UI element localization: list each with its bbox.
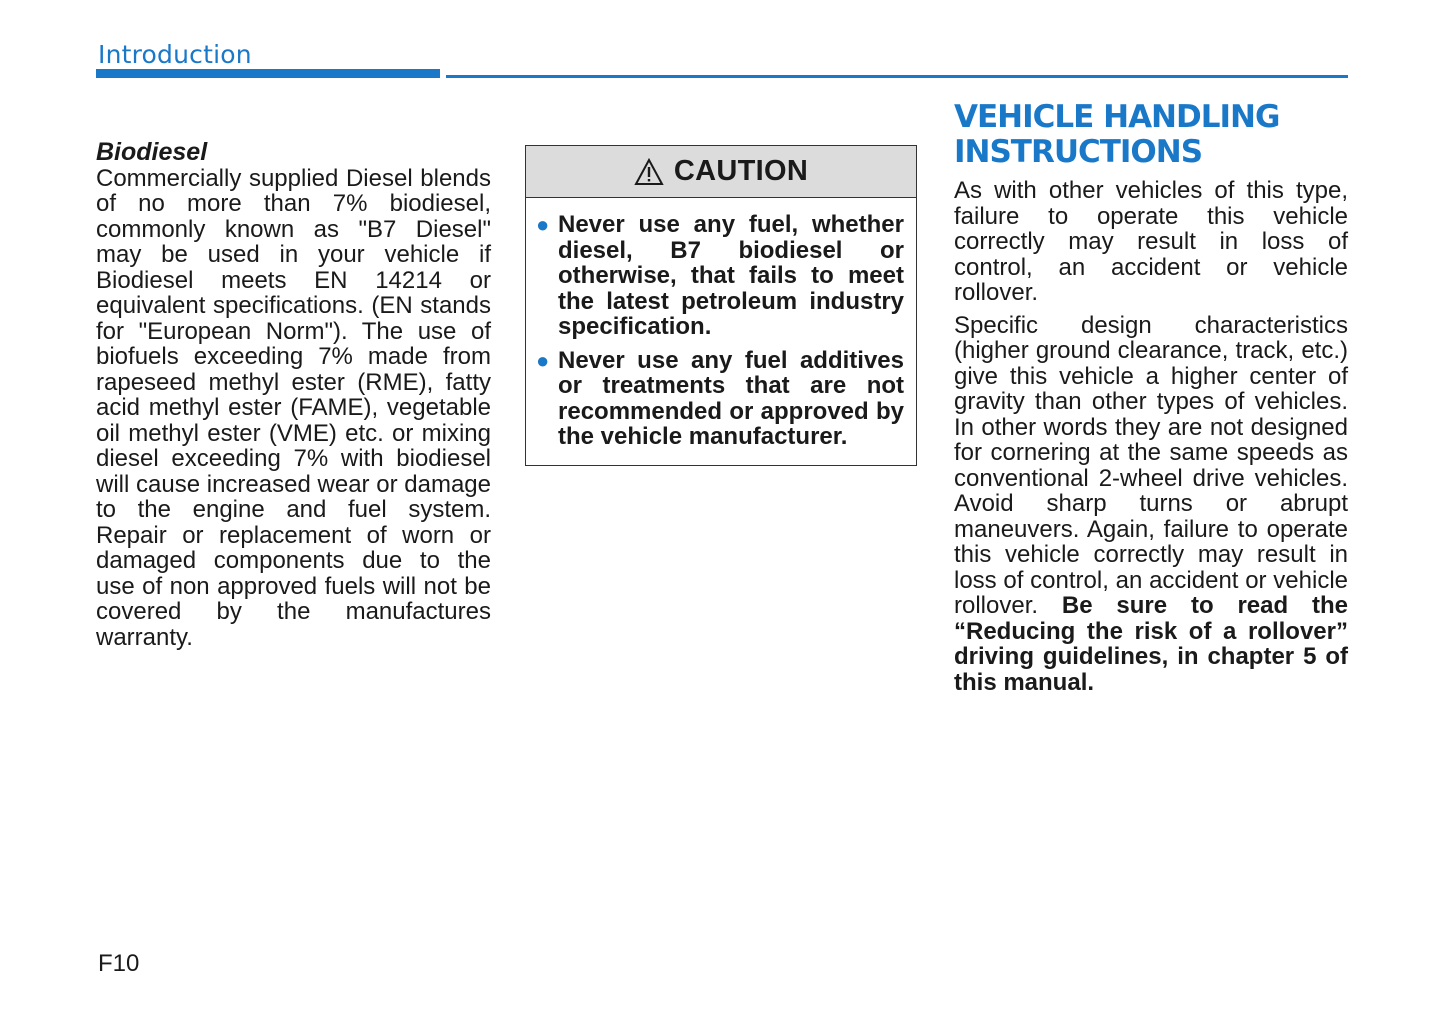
warning-triangle-icon (634, 158, 664, 186)
right-column (954, 100, 1348, 702)
caution-box (525, 145, 917, 466)
section-title-line2: INSTRUCTIONS (954, 134, 1203, 170)
caution-item-text: Never use any fuel additives or treatments that are not recommended or approved by the vehicle manufacturer. (558, 346, 904, 450)
left-column (96, 140, 491, 650)
handling-paragraph-2 (954, 313, 1348, 696)
section-header-title: Introduction (98, 40, 252, 69)
handling-paragraph-2-bold: Be sure to read the “Reducing the risk of a rollover” driving guidelines, in chapter 5 of this manual. (954, 592, 1348, 696)
handling-paragraph-2-text: Specific design characteristics (higher ground clearance, track, etc.) give this vehicle a higher center of gravity than other types of vehicles. In other words they are not designed for cornering at the same speeds as conventional 2-wheel drive vehicles. Avoid sharp turns or abrupt maneuvers. Again, failure to operate this vehicle correctly may result in loss of control, an accident or vehicle rollover. (954, 311, 1348, 619)
bullet-icon: ● (536, 347, 550, 373)
caution-title: CAUTION (673, 155, 809, 187)
caution-item (536, 212, 904, 340)
header-rule-thick (96, 69, 440, 78)
caution-item-text: Never use any fuel, whether diesel, B7 biodiesel or otherwise, that fails to meet the latest petroleum industry specification. (558, 211, 904, 340)
page-number: F10 (98, 950, 140, 977)
biodiesel-heading: Biodiesel (96, 138, 208, 166)
caution-item (536, 348, 904, 450)
biodiesel-paragraph: Commercially supplied Diesel blends of no more than 7% biodiesel, commonly known as "B7 Diesel" may be used in your vehicle if Biodiesel meets EN 14214 or equivalent specifications. (EN stands for "European Norm"). The use of biofuels exceeding 7% made from rapeseed methyl ester (RME), fatty acid methyl ester (FAME), vegetable oil methyl ester (VME) etc. or mixing diesel exceeding 7% with biodiesel will cause increased wear or damage to the engine and fuel system. Repair or replacement of worn or damaged components due to the use of non approved fuels will not be covered by the manufactures warranty. (96, 164, 491, 651)
bullet-icon: ● (536, 212, 550, 237)
vehicle-handling-title (954, 100, 1348, 170)
handling-paragraph-1: As with other vehicles of this type, failure to operate this vehicle correctly may result in loss of control, an accident or vehicle rollover. (954, 177, 1348, 306)
header-rule-thin (446, 75, 1348, 78)
caution-header (526, 146, 916, 198)
caution-list (526, 198, 916, 450)
section-title-line1: VEHICLE HANDLING (954, 99, 1280, 135)
